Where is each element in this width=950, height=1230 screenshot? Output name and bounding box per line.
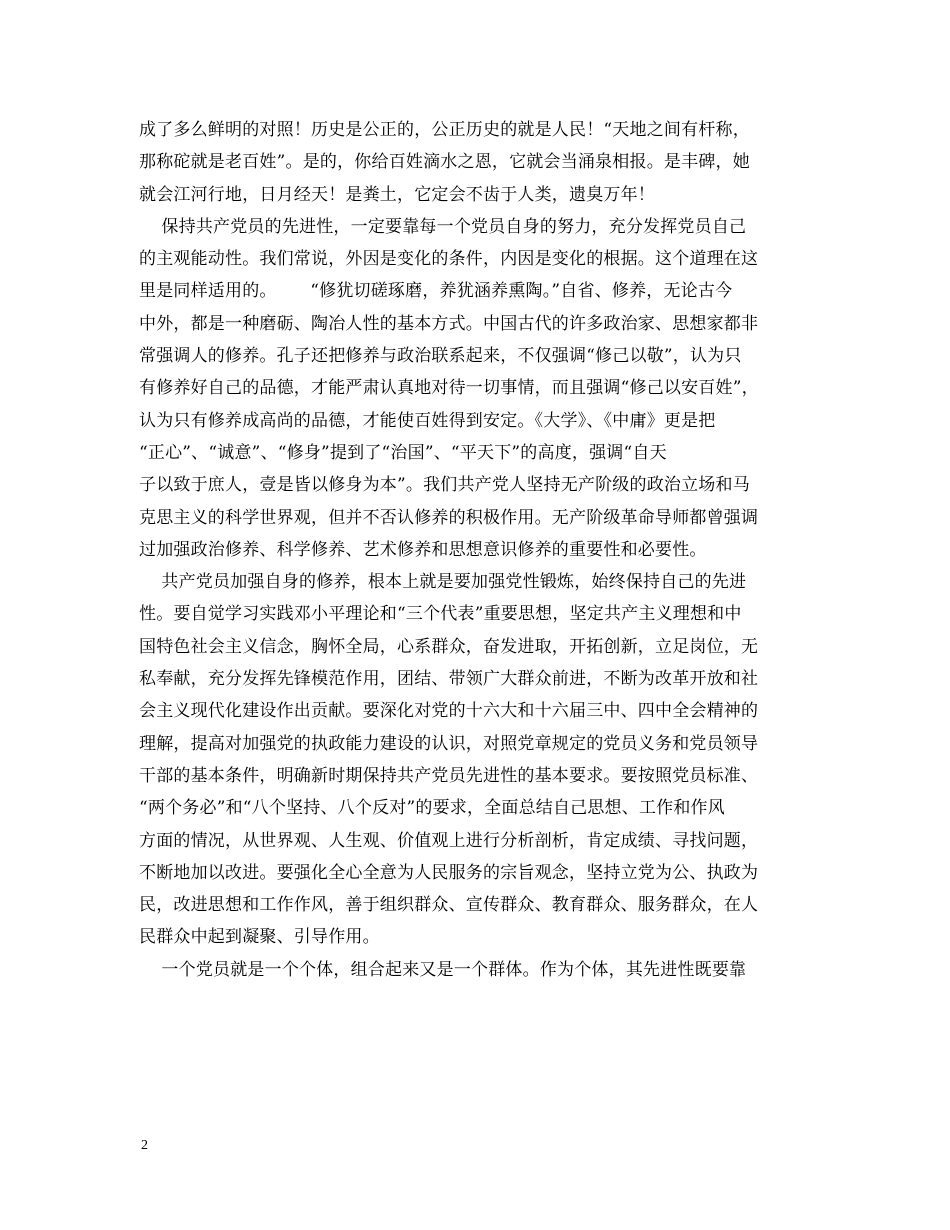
text-line: 民，改进思想和工作作风，善于组织群众、宣传群众、教育群众、服务群众，在人 (139, 895, 759, 916)
text-line: 共产党员加强自身的修养，根本上就是要加强党性锻炼，始终保持自己的先进 (139, 572, 747, 593)
text-line: “两个务必”和“八个坚持、八个反对”的要求，全面总结自己思想、工作和作风 (139, 798, 725, 819)
text-line: 干部的基本条件，明确新时期保持共产党员先进性的基本要求。要按照党员标准、 (139, 765, 759, 786)
text-line: 一个党员就是一个个体，组合起来又是一个群体。作为个体，其先进性既要靠 (139, 959, 747, 980)
text-line: 保持共产党员的先进性，一定要靠每一个党员自身的努力，充分发挥党员自己 (139, 216, 747, 237)
text-line: 方面的情况，从世界观、人生观、价值观上进行分析剖析，肯定成绩、寻找问题， (139, 830, 759, 851)
text-line: 的主观能动性。我们常说，外因是变化的条件，内因是变化的根据。这个道理在这 (139, 249, 759, 270)
page-number: 2 (141, 1138, 148, 1153)
text-line: 会主义现代化建设作出贡献。要深化对党的十六大和十六届三中、四中全会精神的 (139, 701, 759, 722)
text-line: 理解，提高对加强党的执政能力建设的认识，对照党章规定的党员义务和党员领导 (139, 733, 759, 754)
text-line: “正心”、“诚意”、“修身”提到了“治国”、“平天下”的高度，强调“自天 (139, 442, 667, 463)
text-line: 子以致于庶人，壹是皆以修身为本”。我们共产党人坚持无产阶级的政治立场和马 (139, 475, 750, 496)
text-line: 认为只有修养成高尚的品德，才能使百姓得到安定。《大学》、《中庸》更是把 (139, 410, 716, 431)
text-line: 成了多么鲜明的对照！历史是公正的，公正历史的就是人民！“天地之间有杆称， (139, 120, 750, 140)
text-line: 那称砣就是老百姓”。是的，你给百姓滴水之恩，它就会当涌泉相报。是丰碑，她 (139, 152, 750, 173)
body-text (139, 114, 819, 986)
text-line: 就会江河行地，日月经天！是粪土，它定会不齿于人类，遗臭万年！ (139, 184, 655, 205)
text-line: 国特色社会主义信念，胸怀全局，心系群众，奋发进取，开拓创新，立足岗位，无 (139, 636, 759, 657)
text-line: 不断地加以改进。要强化全心全意为人民服务的宗旨观念，坚持立党为公、执政为 (139, 862, 759, 883)
text-line: 克思主义的科学世界观，但并不否认修养的积极作用。无产阶级革命导师都曾强调 (139, 507, 759, 528)
text-line: 里是同样适用的。 “修犹切磋琢磨，养犹涵养熏陶。”自省、修养，无论古今 (139, 281, 733, 302)
text-line: 中外，都是一种磨砺、陶冶人性的基本方式。中国古代的许多政治家、思想家都非 (139, 313, 759, 334)
text-line: 民群众中起到凝聚、引导作用。 (139, 927, 380, 948)
text-line: 私奉献，充分发挥先锋模范作用，团结、带领广大群众前进，不断为改革开放和社 (139, 669, 759, 690)
text-line: 有修养好自己的品德，才能严肃认真地对待一切事情，而且强调“修己以安百姓”， (139, 378, 759, 399)
text-line: 性。要自觉学习实践邓小平理论和“三个代表”重要思想，坚定共产主义理想和中 (139, 604, 742, 625)
text-line: 过加强政治修养、科学修养、艺术修养和思想意识修养的重要性和必要性。 (139, 539, 707, 560)
text-line: 常强调人的修养。孔子还把修养与政治联系起来，不仅强调“修己以敬”，认为只 (139, 346, 742, 367)
